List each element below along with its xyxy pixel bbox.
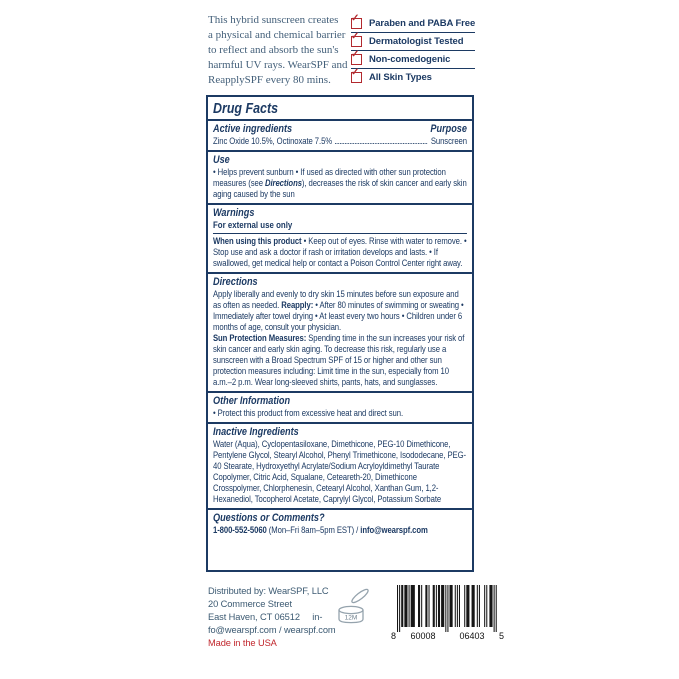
feature-checklist <box>351 15 475 86</box>
drug-facts-panel <box>206 95 474 572</box>
checklist-label: Paraben and PABA Free <box>369 18 476 29</box>
barcode <box>390 585 506 648</box>
checklist-label: All Skin Types <box>369 72 432 83</box>
distributor-line: 20 Commerce Street <box>208 599 292 609</box>
intro-line: This hybrid sunscreen creates <box>208 14 339 26</box>
checklist-item <box>351 69 475 86</box>
active-ingredients-heading: Active ingredients <box>212 123 293 135</box>
checkbox-checked-icon <box>351 49 362 65</box>
use-text <box>213 167 467 200</box>
contact-email: info@wearspf.com <box>360 525 428 535</box>
check-icon: ✓ <box>351 49 360 60</box>
reapply-label: Reapply: <box>281 300 314 310</box>
drug-facts-title: Drug Facts <box>212 100 279 117</box>
warnings-divider <box>213 233 467 234</box>
checklist-item <box>351 15 475 33</box>
directions-section <box>208 272 472 391</box>
pao-duration-label: 12M <box>344 614 357 622</box>
phone-number: 1-800-552-5060 <box>212 525 267 535</box>
other-information-section <box>208 391 472 422</box>
check-icon: ✓ <box>351 31 360 42</box>
questions-section <box>208 508 472 539</box>
checklist-label: Non-comedogenic <box>369 54 451 65</box>
warnings-section <box>208 203 472 272</box>
active-ingredient-value: Zinc Oxide 10.5%, Octinoxate 7.5% <box>212 136 333 146</box>
warnings-subheading: For external use only <box>212 220 293 231</box>
checkbox-checked-icon <box>351 31 362 47</box>
check-icon: ✓ <box>351 13 360 24</box>
use-directions-ref: Directions <box>264 178 302 188</box>
made-in-usa-text: Made in the USA <box>208 638 277 648</box>
questions-text <box>213 525 467 536</box>
warnings-text <box>213 236 467 269</box>
intro-line: a physical and chemical barrier <box>208 29 346 41</box>
inactive-ingredients-section <box>208 422 472 508</box>
warnings-body: • Keep out of eyes. Rinse with water to remove. • Stop use and ask a doctor if rash or irritation develops and lasts. • If swallowed, get medical help or contact a Poison Control Center right away. <box>212 236 467 268</box>
purpose-value: Sunscreen <box>430 136 467 146</box>
intro-line: harmful UV rays. WearSPF and <box>208 59 348 71</box>
dotted-leader <box>335 143 427 144</box>
warnings-lead: When using this product <box>212 236 302 246</box>
intro-line: ReapplySPF every 80 mins. <box>208 74 331 86</box>
active-ingredients-section <box>208 119 472 150</box>
phone-hours: (Mon–Fri 8am–5pm EST) / <box>266 525 361 535</box>
checklist-item <box>351 51 475 69</box>
barcode-digit-left: 8 <box>390 631 396 641</box>
distributor-line: fo@wearspf.com / wearspf.com <box>208 625 336 635</box>
checklist-item <box>351 33 475 51</box>
warnings-heading: Warnings <box>212 207 255 219</box>
intro-line: to reflect and absorb the sun's <box>208 44 339 56</box>
sun-protection-body: Spending time in the sun increases your risk of skin cancer and early skin aging. To decrease this risk, regularly use a sunscreen with a Broad Spectrum SPF of 15 or higher and other sun protection measures including: Limit time in the sun, especially from 10 a.m.–2 p.m. Wear long-sleeved shirts, pants, hats, and sunglasses. <box>212 333 465 387</box>
checkbox-checked-icon <box>351 13 362 29</box>
use-text-pre: • Helps prevent sunburn • If used as directed with other sun protection measures (see <box>212 167 446 188</box>
purpose-heading: Purpose <box>430 123 467 135</box>
period-after-opening-icon <box>330 587 376 631</box>
directions-text <box>213 289 467 333</box>
other-information-heading: Other Information <box>212 395 291 407</box>
checklist-label: Dermatologist Tested <box>369 36 464 47</box>
directions-heading: Directions <box>212 276 258 288</box>
inactive-ingredients-text: Water (Aqua), Cyclopentasiloxane, Dimethicone, PEG-10 Dimethicone, Pentylene Glycol, Stearyl Alcohol, Phenyl Trimethicone, Isododecane, PEG-40 Stearate, Hydroxyethyl Acrylate/Sodium Acryloyldimethyl Taurate Copolymer, Citric Acid, Squalane, Ceteareth-20, Dimethicone Crosspolymer, Chlorphenesin, Cetearyl Alcohol, Xanthan Gum, 1,2-Hexanediol, Tocopherol Acetate, Caprylyl Glycol, Potassium Sorbate <box>212 439 466 504</box>
barcode-digit-group2: 06403 <box>459 631 485 641</box>
use-heading: Use <box>212 154 230 166</box>
distributor-line: East Haven, CT 06512 in- <box>208 612 323 622</box>
barcode-digit-group1: 60008 <box>410 631 436 641</box>
use-text-post: ), decreases the risk of skin cancer and early skin aging caused by the sun <box>212 178 467 199</box>
check-icon: ✓ <box>351 67 360 78</box>
other-information-text: • Protect this product from excessive heat and direct sun. <box>212 408 404 418</box>
directions-pre: Apply liberally and evenly to dry skin 15 minutes before sun exposure and as often as needed. <box>212 289 459 310</box>
footer <box>208 585 504 650</box>
sun-protection-text <box>213 333 467 388</box>
distributor-block <box>208 585 336 650</box>
drug-facts-content <box>208 97 472 539</box>
inactive-ingredients-heading: Inactive Ingredients <box>212 426 299 438</box>
questions-heading: Questions or Comments? <box>212 512 325 524</box>
checkbox-checked-icon <box>351 67 362 83</box>
distributor-line: Distributed by: WearSPF, LLC <box>208 586 329 596</box>
use-section <box>208 150 472 203</box>
intro-paragraph <box>208 13 350 88</box>
reapply-body: • After 80 minutes of swimming or sweating • Immediately after towel drying • At least every two hours • Children under 6 months of age, consult your physician. <box>212 300 464 332</box>
sun-protection-label: Sun Protection Measures: <box>212 333 307 343</box>
barcode-digit-right: 5 <box>498 631 504 641</box>
